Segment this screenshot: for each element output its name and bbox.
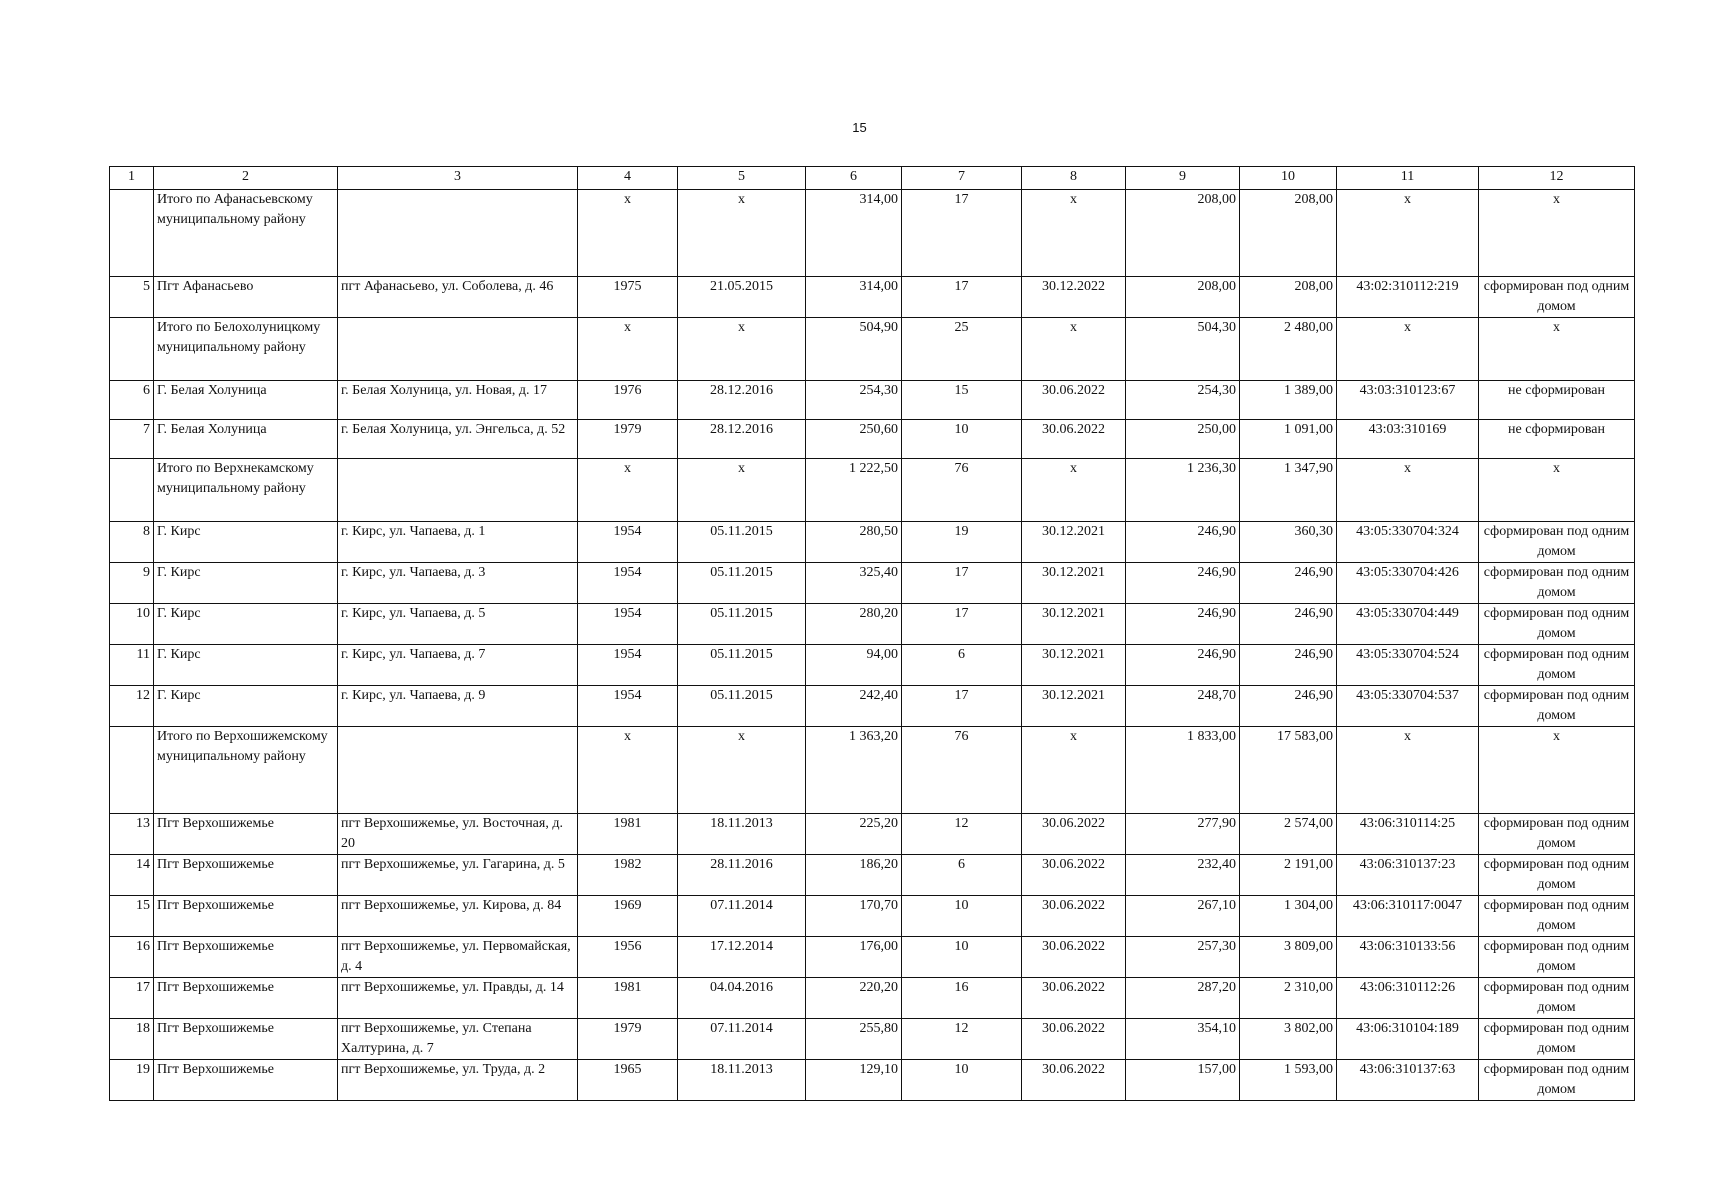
table-row	[110, 381, 1635, 420]
table-cell-col-7: 17	[902, 604, 1022, 645]
table-cell-col-8: 30.06.2022	[1022, 1060, 1126, 1101]
table-cell-col-10: 17 583,00	[1240, 727, 1337, 814]
table-row	[110, 563, 1635, 604]
table-cell-col-3: пгт Верхошижемье, ул. Гагарина, д. 5	[338, 855, 578, 896]
table-cell-col-7: 10	[902, 1060, 1022, 1101]
table-cell-col-11: 43:03:310123:67	[1337, 381, 1479, 420]
table-cell-col-7: 17	[902, 277, 1022, 318]
table-cell-col-11: 43:06:310137:23	[1337, 855, 1479, 896]
table-cell-col-7: 76	[902, 459, 1022, 522]
table-cell-col-6: 280,50	[806, 522, 902, 563]
table-cell-col-11: х	[1337, 727, 1479, 814]
table-cell-col-5: 28.12.2016	[678, 381, 806, 420]
table-cell-col-3: г. Кирс, ул. Чапаева, д. 7	[338, 645, 578, 686]
table-cell-col-8: 30.12.2021	[1022, 645, 1126, 686]
table-cell-col-9: 1 833,00	[1126, 727, 1240, 814]
table-cell-col-4: 1954	[578, 686, 678, 727]
table-cell-col-8: 30.12.2021	[1022, 563, 1126, 604]
table-row	[110, 420, 1635, 459]
table-cell-col-2: Итого по Афанасьевскому муниципальному району	[154, 190, 338, 277]
table-cell-col-3: пгт Верхошижемье, ул. Правды, д. 14	[338, 978, 578, 1019]
table-cell-col-10: 246,90	[1240, 686, 1337, 727]
table-cell-col-10: 1 304,00	[1240, 896, 1337, 937]
table-cell-col-2: Г. Кирс	[154, 604, 338, 645]
table-cell-col-4: 1954	[578, 522, 678, 563]
table-cell-col-5: х	[678, 727, 806, 814]
table-cell-col-9: 246,90	[1126, 522, 1240, 563]
table-cell-col-2: Пгт Верхошижемье	[154, 978, 338, 1019]
table-cell-col-10: 3 809,00	[1240, 937, 1337, 978]
page-number: 15	[852, 120, 867, 135]
table-cell-col-12: сформирован под одним домом	[1479, 522, 1635, 563]
table-cell-col-8: х	[1022, 318, 1126, 381]
table-cell-col-8: 30.06.2022	[1022, 1019, 1126, 1060]
table-cell-col-1: 9	[110, 563, 154, 604]
table-cell-col-2: Г. Белая Холуница	[154, 420, 338, 459]
table-cell-col-2: Г. Белая Холуница	[154, 381, 338, 420]
table-cell-col-9: 1 236,30	[1126, 459, 1240, 522]
table-cell-col-4: 1969	[578, 896, 678, 937]
table-cell-col-4: х	[578, 727, 678, 814]
table-cell-col-9: 277,90	[1126, 814, 1240, 855]
table-cell-col-2: Итого по Верхнекамскому муниципальному району	[154, 459, 338, 522]
table-row	[110, 978, 1635, 1019]
table-cell-col-12: сформирован под одним домом	[1479, 686, 1635, 727]
table-cell-col-5: 28.12.2016	[678, 420, 806, 459]
table-cell-col-11: 43:06:310104:189	[1337, 1019, 1479, 1060]
table-cell-col-6: 314,00	[806, 190, 902, 277]
table-cell-col-11: 43:06:310112:26	[1337, 978, 1479, 1019]
table-cell-col-11: 43:05:330704:426	[1337, 563, 1479, 604]
header-cell: 11	[1337, 167, 1479, 190]
table-cell-col-3	[338, 727, 578, 814]
table-cell-col-12: х	[1479, 190, 1635, 277]
table-cell-col-8: х	[1022, 190, 1126, 277]
table-cell-col-1	[110, 190, 154, 277]
table-cell-col-9: 208,00	[1126, 190, 1240, 277]
table-cell-col-9: 354,10	[1126, 1019, 1240, 1060]
table-cell-col-6: 1 363,20	[806, 727, 902, 814]
table-cell-col-4: х	[578, 318, 678, 381]
table-cell-col-5: 07.11.2014	[678, 1019, 806, 1060]
table-cell-col-2: Пгт Верхошижемье	[154, 937, 338, 978]
table-cell-col-1: 11	[110, 645, 154, 686]
table-cell-col-9: 246,90	[1126, 645, 1240, 686]
table-cell-col-5: 05.11.2015	[678, 686, 806, 727]
table-cell-col-12: сформирован под одним домом	[1479, 978, 1635, 1019]
table-row	[110, 686, 1635, 727]
table-cell-col-7: 17	[902, 190, 1022, 277]
table-cell-col-1: 12	[110, 686, 154, 727]
table-cell-col-11: 43:06:310133:56	[1337, 937, 1479, 978]
table-cell-col-12: х	[1479, 318, 1635, 381]
table-cell-col-6: 255,80	[806, 1019, 902, 1060]
table-cell-col-6: 504,90	[806, 318, 902, 381]
table-cell-col-2: Пгт Верхошижемье	[154, 896, 338, 937]
table-cell-col-3: пгт Верхошижемье, ул. Степана Халтурина, д. 7	[338, 1019, 578, 1060]
table-cell-col-6: 94,00	[806, 645, 902, 686]
table-cell-col-9: 250,00	[1126, 420, 1240, 459]
table-cell-col-6: 1 222,50	[806, 459, 902, 522]
table-cell-col-4: 1956	[578, 937, 678, 978]
table-cell-col-11: 43:05:330704:524	[1337, 645, 1479, 686]
table-cell-col-2: Пгт Афанасьево	[154, 277, 338, 318]
header-cell: 7	[902, 167, 1022, 190]
table-cell-col-5: 21.05.2015	[678, 277, 806, 318]
table-cell-col-10: 3 802,00	[1240, 1019, 1337, 1060]
table-cell-col-12: х	[1479, 727, 1635, 814]
table-cell-col-2: Пгт Верхошижемье	[154, 814, 338, 855]
table-cell-col-4: 1976	[578, 381, 678, 420]
table-row	[110, 814, 1635, 855]
table-cell-col-9: 157,00	[1126, 1060, 1240, 1101]
table-cell-col-5: 05.11.2015	[678, 645, 806, 686]
table-cell-col-8: х	[1022, 727, 1126, 814]
table-cell-col-8: 30.12.2021	[1022, 686, 1126, 727]
table-cell-col-12: сформирован под одним домом	[1479, 277, 1635, 318]
table-cell-col-4: 1979	[578, 420, 678, 459]
header-row	[110, 167, 1635, 190]
table-cell-col-12: сформирован под одним домом	[1479, 645, 1635, 686]
column-number-header	[110, 167, 1635, 190]
table-cell-col-12: сформирован под одним домом	[1479, 563, 1635, 604]
table-cell-col-11: х	[1337, 459, 1479, 522]
district-total-row	[110, 318, 1635, 381]
table-row	[110, 1060, 1635, 1101]
table-cell-col-5: 04.04.2016	[678, 978, 806, 1019]
table-cell-col-12: не сформирован	[1479, 381, 1635, 420]
table-cell-col-12: не сформирован	[1479, 420, 1635, 459]
table-cell-col-4: 1954	[578, 645, 678, 686]
table-cell-col-11: х	[1337, 190, 1479, 277]
table-cell-col-12: сформирован под одним домом	[1479, 814, 1635, 855]
table-cell-col-4: 1975	[578, 277, 678, 318]
table-cell-col-10: 246,90	[1240, 563, 1337, 604]
table-row	[110, 937, 1635, 978]
table-cell-col-7: 12	[902, 814, 1022, 855]
table-cell-col-10: 1 091,00	[1240, 420, 1337, 459]
table-cell-col-7: 10	[902, 937, 1022, 978]
header-cell: 9	[1126, 167, 1240, 190]
table-cell-col-1: 10	[110, 604, 154, 645]
table-cell-col-5: 05.11.2015	[678, 522, 806, 563]
table-cell-col-1: 15	[110, 896, 154, 937]
table-cell-col-12: сформирован под одним домом	[1479, 1060, 1635, 1101]
table-cell-col-5: 07.11.2014	[678, 896, 806, 937]
table-cell-col-3: г. Кирс, ул. Чапаева, д. 9	[338, 686, 578, 727]
table-cell-col-6: 280,20	[806, 604, 902, 645]
table-cell-col-7: 15	[902, 381, 1022, 420]
table-cell-col-1	[110, 459, 154, 522]
table-cell-col-5: 05.11.2015	[678, 604, 806, 645]
table-cell-col-11: 43:06:310114:25	[1337, 814, 1479, 855]
table-cell-col-6: 220,20	[806, 978, 902, 1019]
table-cell-col-3: г. Белая Холуница, ул. Новая, д. 17	[338, 381, 578, 420]
table-cell-col-8: 30.12.2021	[1022, 604, 1126, 645]
table-cell-col-8: 30.12.2021	[1022, 522, 1126, 563]
table-cell-col-7: 17	[902, 686, 1022, 727]
table-cell-col-10: 1 389,00	[1240, 381, 1337, 420]
table-cell-col-9: 208,00	[1126, 277, 1240, 318]
header-cell: 4	[578, 167, 678, 190]
table-cell-col-8: 30.06.2022	[1022, 381, 1126, 420]
table-cell-col-10: 360,30	[1240, 522, 1337, 563]
table-cell-col-4: 1981	[578, 814, 678, 855]
table-cell-col-12: сформирован под одним домом	[1479, 896, 1635, 937]
table-cell-col-10: 2 191,00	[1240, 855, 1337, 896]
table-cell-col-5: х	[678, 459, 806, 522]
table-cell-col-6: 314,00	[806, 277, 902, 318]
header-cell: 1	[110, 167, 154, 190]
header-cell: 3	[338, 167, 578, 190]
header-cell: 6	[806, 167, 902, 190]
table-cell-col-10: 2 310,00	[1240, 978, 1337, 1019]
table-cell-col-8: 30.12.2022	[1022, 277, 1126, 318]
table-cell-col-9: 248,70	[1126, 686, 1240, 727]
table-row	[110, 604, 1635, 645]
table-cell-col-1: 5	[110, 277, 154, 318]
table-cell-col-4: 1954	[578, 604, 678, 645]
table-cell-col-1	[110, 318, 154, 381]
table-cell-col-5: х	[678, 318, 806, 381]
table-row	[110, 1019, 1635, 1060]
table-cell-col-3: г. Кирс, ул. Чапаева, д. 3	[338, 563, 578, 604]
header-cell: 10	[1240, 167, 1337, 190]
table-cell-col-3: пгт Верхошижемье, ул. Кирова, д. 84	[338, 896, 578, 937]
table-cell-col-2: Итого по Белохолуницкому муниципальному району	[154, 318, 338, 381]
table-cell-col-11: 43:06:310137:63	[1337, 1060, 1479, 1101]
header-cell: 8	[1022, 167, 1126, 190]
table-cell-col-6: 176,00	[806, 937, 902, 978]
table-cell-col-6: 254,30	[806, 381, 902, 420]
table-cell-col-6: 325,40	[806, 563, 902, 604]
table-cell-col-1: 7	[110, 420, 154, 459]
table-cell-col-7: 19	[902, 522, 1022, 563]
table-cell-col-9: 267,10	[1126, 896, 1240, 937]
table-cell-col-11: 43:03:310169	[1337, 420, 1479, 459]
table-cell-col-3: пгт Верхошижемье, ул. Первомайская, д. 4	[338, 937, 578, 978]
table-cell-col-7: 17	[902, 563, 1022, 604]
table-cell-col-7: 10	[902, 420, 1022, 459]
table-cell-col-1: 6	[110, 381, 154, 420]
table-cell-col-1: 13	[110, 814, 154, 855]
table-cell-col-10: 208,00	[1240, 277, 1337, 318]
table-cell-col-2: Итого по Верхошижемскому муниципальному району	[154, 727, 338, 814]
table-cell-col-8: 30.06.2022	[1022, 814, 1126, 855]
table-cell-col-3: г. Кирс, ул. Чапаева, д. 1	[338, 522, 578, 563]
table-cell-col-2: Пгт Верхошижемье	[154, 855, 338, 896]
table-cell-col-3: пгт Афанасьево, ул. Соболева, д. 46	[338, 277, 578, 318]
table-cell-col-4: 1981	[578, 978, 678, 1019]
table-cell-col-1: 14	[110, 855, 154, 896]
table-cell-col-3: г. Белая Холуница, ул. Энгельса, д. 52	[338, 420, 578, 459]
table-row	[110, 855, 1635, 896]
table-cell-col-5: 18.11.2013	[678, 814, 806, 855]
table-cell-col-6: 186,20	[806, 855, 902, 896]
table-cell-col-1: 8	[110, 522, 154, 563]
table-row	[110, 896, 1635, 937]
table-cell-col-9: 246,90	[1126, 604, 1240, 645]
table-cell-col-1: 16	[110, 937, 154, 978]
table-cell-col-2: Г. Кирс	[154, 563, 338, 604]
table-cell-col-9: 257,30	[1126, 937, 1240, 978]
header-cell: 2	[154, 167, 338, 190]
table-cell-col-11: х	[1337, 318, 1479, 381]
table-cell-col-10: 2 574,00	[1240, 814, 1337, 855]
district-total-row	[110, 727, 1635, 814]
table-cell-col-6: 242,40	[806, 686, 902, 727]
table-cell-col-6: 170,70	[806, 896, 902, 937]
table-cell-col-1: 17	[110, 978, 154, 1019]
table-cell-col-7: 6	[902, 855, 1022, 896]
table-cell-col-6: 129,10	[806, 1060, 902, 1101]
table-cell-col-3: пгт Верхошижемье, ул. Труда, д. 2	[338, 1060, 578, 1101]
table-cell-col-3	[338, 318, 578, 381]
housing-register-table	[109, 166, 1635, 1101]
table-cell-col-11: 43:06:310117:0047	[1337, 896, 1479, 937]
table-body	[110, 190, 1635, 1101]
table-cell-col-9: 246,90	[1126, 563, 1240, 604]
table-cell-col-9: 287,20	[1126, 978, 1240, 1019]
table-cell-col-3: г. Кирс, ул. Чапаева, д. 5	[338, 604, 578, 645]
table-cell-col-11: 43:05:330704:449	[1337, 604, 1479, 645]
district-total-row	[110, 459, 1635, 522]
table-cell-col-10: 1 347,90	[1240, 459, 1337, 522]
table-cell-col-6: 250,60	[806, 420, 902, 459]
table-cell-col-2: Пгт Верхошижемье	[154, 1019, 338, 1060]
table-cell-col-7: 25	[902, 318, 1022, 381]
table-cell-col-8: 30.06.2022	[1022, 855, 1126, 896]
table-cell-col-12: сформирован под одним домом	[1479, 855, 1635, 896]
table-cell-col-2: Г. Кирс	[154, 645, 338, 686]
table-cell-col-10: 1 593,00	[1240, 1060, 1337, 1101]
table-cell-col-9: 254,30	[1126, 381, 1240, 420]
district-total-row	[110, 190, 1635, 277]
table-row	[110, 277, 1635, 318]
table-cell-col-10: 208,00	[1240, 190, 1337, 277]
table-cell-col-7: 76	[902, 727, 1022, 814]
table-cell-col-8: 30.06.2022	[1022, 420, 1126, 459]
table-cell-col-1	[110, 727, 154, 814]
table-cell-col-8: 30.06.2022	[1022, 978, 1126, 1019]
table-cell-col-5: 05.11.2015	[678, 563, 806, 604]
header-cell: 12	[1479, 167, 1635, 190]
table-cell-col-4: 1982	[578, 855, 678, 896]
table-cell-col-2: Г. Кирс	[154, 686, 338, 727]
table-cell-col-4: х	[578, 459, 678, 522]
header-cell: 5	[678, 167, 806, 190]
table-cell-col-4: 1954	[578, 563, 678, 604]
table-cell-col-8: 30.06.2022	[1022, 937, 1126, 978]
table-cell-col-7: 12	[902, 1019, 1022, 1060]
table-cell-col-11: 43:05:330704:324	[1337, 522, 1479, 563]
table-cell-col-12: сформирован под одним домом	[1479, 604, 1635, 645]
table-cell-col-5: 17.12.2014	[678, 937, 806, 978]
table-cell-col-11: 43:05:330704:537	[1337, 686, 1479, 727]
table-cell-col-10: 2 480,00	[1240, 318, 1337, 381]
table-cell-col-12: сформирован под одним домом	[1479, 937, 1635, 978]
table-row	[110, 522, 1635, 563]
table-cell-col-4: 1979	[578, 1019, 678, 1060]
table-cell-col-1: 19	[110, 1060, 154, 1101]
table-cell-col-3: пгт Верхошижемье, ул. Восточная, д. 20	[338, 814, 578, 855]
table-cell-col-11: 43:02:310112:219	[1337, 277, 1479, 318]
table-cell-col-5: х	[678, 190, 806, 277]
table-cell-col-5: 18.11.2013	[678, 1060, 806, 1101]
table-cell-col-7: 6	[902, 645, 1022, 686]
table-cell-col-7: 10	[902, 896, 1022, 937]
table-cell-col-9: 232,40	[1126, 855, 1240, 896]
table-cell-col-7: 16	[902, 978, 1022, 1019]
table-cell-col-10: 246,90	[1240, 604, 1337, 645]
table-cell-col-8: х	[1022, 459, 1126, 522]
table-row	[110, 645, 1635, 686]
table-cell-col-4: 1965	[578, 1060, 678, 1101]
table-cell-col-12: х	[1479, 459, 1635, 522]
table-cell-col-5: 28.11.2016	[678, 855, 806, 896]
table-cell-col-6: 225,20	[806, 814, 902, 855]
table-cell-col-8: 30.06.2022	[1022, 896, 1126, 937]
table-cell-col-1: 18	[110, 1019, 154, 1060]
table-cell-col-9: 504,30	[1126, 318, 1240, 381]
table-cell-col-3	[338, 459, 578, 522]
table-cell-col-2: Пгт Верхошижемье	[154, 1060, 338, 1101]
table-cell-col-3	[338, 190, 578, 277]
table-cell-col-12: сформирован под одним домом	[1479, 1019, 1635, 1060]
table-cell-col-2: Г. Кирс	[154, 522, 338, 563]
table-cell-col-10: 246,90	[1240, 645, 1337, 686]
table-cell-col-4: х	[578, 190, 678, 277]
